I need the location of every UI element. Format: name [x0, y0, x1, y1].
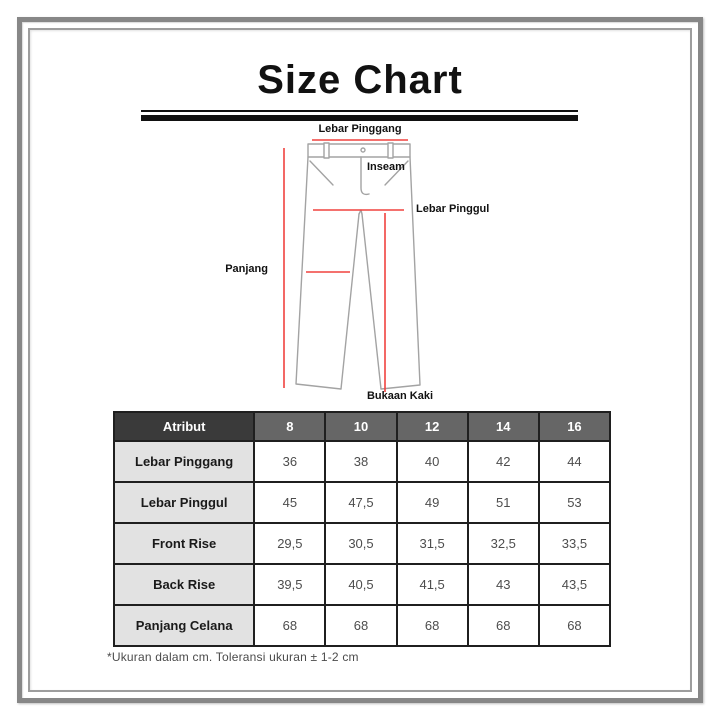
cell-value: 36 — [254, 441, 325, 482]
header-size-10: 10 — [325, 412, 396, 441]
cell-value: 40 — [397, 441, 468, 482]
row-label-front-rise: Front Rise — [114, 523, 254, 564]
cell-value: 39,5 — [254, 564, 325, 605]
label-lebar-pinggang: Lebar Pinggang — [318, 123, 402, 135]
cell-value: 45 — [254, 482, 325, 523]
page-title: Size Chart — [257, 58, 463, 102]
cell-value: 41,5 — [397, 564, 468, 605]
row-label-lebar-pinggul: Lebar Pinggul — [114, 482, 254, 523]
cell-value: 43 — [468, 564, 539, 605]
cell-value: 68 — [325, 605, 396, 646]
cell-value: 33,5 — [539, 523, 610, 564]
belt-loop-right — [388, 143, 393, 158]
belt-loop-left — [324, 143, 329, 158]
table-row — [114, 441, 610, 482]
header-atribut: Atribut — [114, 412, 254, 441]
cell-value: 40,5 — [325, 564, 396, 605]
header-size-16: 16 — [539, 412, 610, 441]
footnote: *Ukuran dalam cm. Toleransi ukuran ± 1-2 cm — [107, 650, 359, 664]
pants-silhouette — [296, 144, 420, 389]
cell-value: 32,5 — [468, 523, 539, 564]
cell-value: 43,5 — [539, 564, 610, 605]
label-inseam: Inseam — [367, 161, 405, 173]
cell-value: 31,5 — [397, 523, 468, 564]
label-bukaan-kaki: Bukaan Kaki — [366, 390, 434, 402]
cell-value: 68 — [539, 605, 610, 646]
size-table — [113, 411, 611, 647]
cell-value: 44 — [539, 441, 610, 482]
table-row — [114, 482, 610, 523]
cell-value: 47,5 — [325, 482, 396, 523]
header-size-14: 14 — [468, 412, 539, 441]
cell-value: 68 — [254, 605, 325, 646]
cell-value: 68 — [397, 605, 468, 646]
table-row — [114, 564, 610, 605]
cell-value: 38 — [325, 441, 396, 482]
row-label-lebar-pinggang: Lebar Pinggang — [114, 441, 254, 482]
table-header-row — [114, 412, 610, 441]
label-panjang: Panjang — [225, 263, 268, 275]
header-size-8: 8 — [254, 412, 325, 441]
row-label-back-rise: Back Rise — [114, 564, 254, 605]
cell-value: 29,5 — [254, 523, 325, 564]
cell-value: 68 — [468, 605, 539, 646]
header-size-12: 12 — [397, 412, 468, 441]
pants-diagram — [100, 118, 620, 410]
label-lebar-pinggul: Lebar Pinggul — [416, 203, 490, 215]
table-row — [114, 605, 610, 646]
cell-value: 51 — [468, 482, 539, 523]
cell-value: 42 — [468, 441, 539, 482]
row-label-panjang-celana: Panjang Celana — [114, 605, 254, 646]
table-row — [114, 523, 610, 564]
cell-value: 49 — [397, 482, 468, 523]
cell-value: 30,5 — [325, 523, 396, 564]
cell-value: 53 — [539, 482, 610, 523]
